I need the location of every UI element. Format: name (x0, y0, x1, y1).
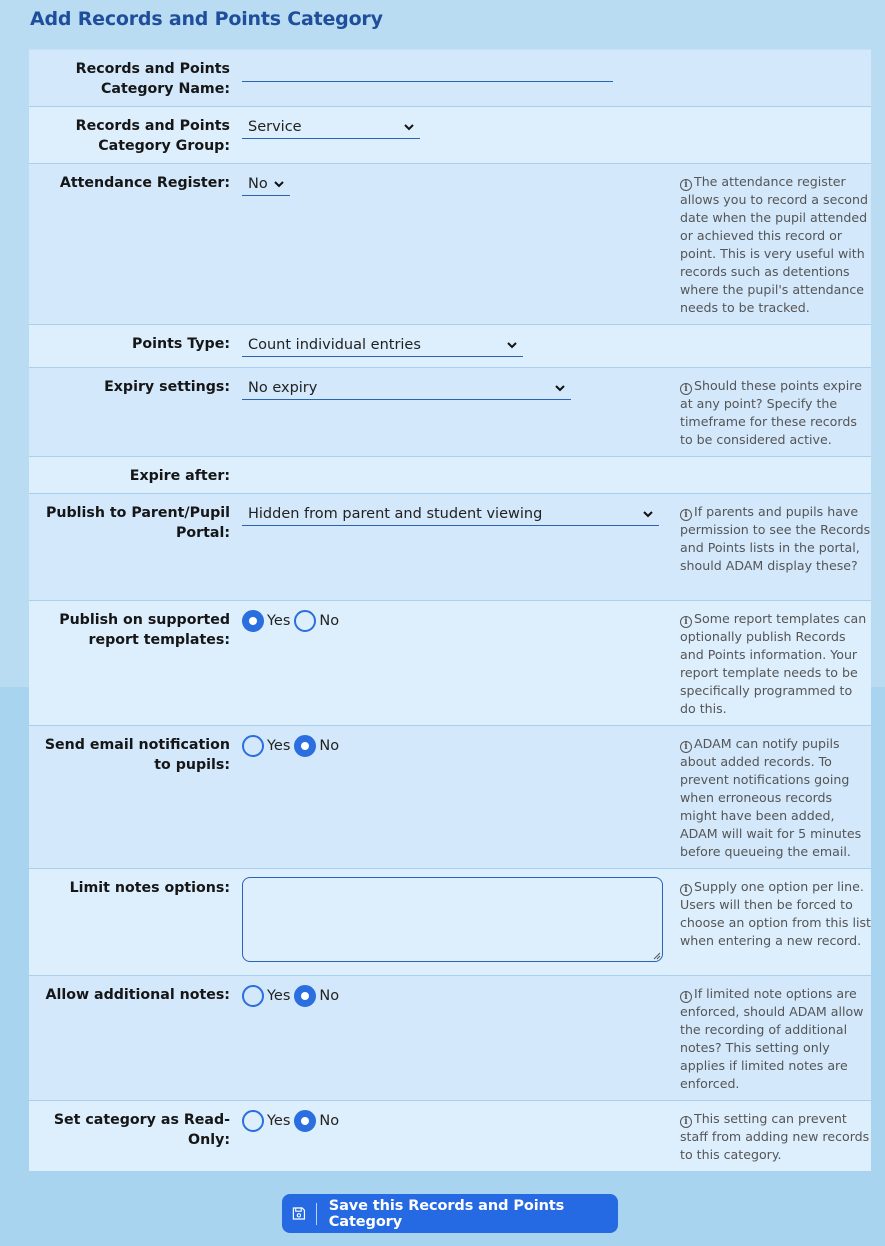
row-publish-portal (29, 493, 871, 600)
radio-no-checked[interactable] (294, 985, 316, 1007)
attendance-register-label: Attendance Register: (59, 175, 230, 191)
radio-no-checked[interactable] (294, 735, 316, 757)
publish-reports-yes[interactable]: Yes (242, 610, 290, 632)
row-email-notification (29, 725, 871, 868)
radio-yes-checked[interactable] (242, 610, 264, 632)
save-button-label: Save this Records and Points Category (328, 1197, 565, 1230)
additional-notes-radio-group (242, 985, 671, 1007)
info-circle-icon: i (680, 1116, 692, 1128)
category-group-value: Service (248, 119, 302, 135)
category-group-label: Records and Points Category Group: (75, 118, 230, 154)
email-notification-radio-group (242, 735, 671, 757)
category-form (29, 49, 871, 1171)
additional-notes-no[interactable]: No (294, 985, 339, 1007)
info-circle-icon: i (680, 509, 692, 521)
points-type-value: Count individual entries (248, 337, 421, 353)
info-circle-icon: i (680, 616, 692, 628)
row-attendance-register (29, 163, 871, 324)
email-notification-help: i ADAM can notify pupils about added records. To prevent notifications going when erroneous records might have been added, ADAM will wait for 5 minutes before queueing the email. (680, 736, 862, 859)
publish-reports-label: Publish on supported report templates: (59, 612, 230, 648)
category-group-select[interactable] (242, 116, 420, 139)
radio-no-checked[interactable] (294, 1110, 316, 1132)
info-circle-icon: i (680, 383, 692, 395)
attendance-register-value: No (248, 176, 268, 192)
row-expiry-settings (29, 367, 871, 456)
expire-after-label: Expire after: (129, 468, 230, 484)
attendance-register-select[interactable] (242, 173, 290, 196)
info-circle-icon: i (680, 991, 692, 1003)
publish-reports-radio-group (242, 610, 671, 632)
points-type-label: Points Type: (132, 336, 230, 352)
limit-notes-label: Limit notes options: (69, 880, 230, 896)
read-only-help: i This setting can prevent staff from adding new records to this category. (680, 1111, 870, 1162)
resize-grip-icon[interactable] (653, 952, 661, 960)
floppy-disk-icon (292, 1206, 306, 1221)
radio-yes[interactable] (242, 1110, 264, 1132)
row-additional-notes (29, 975, 871, 1100)
publish-portal-value: Hidden from parent and student viewing (248, 506, 543, 522)
additional-notes-help: i If limited note options are enforced, should ADAM allow the recording of additional notes? This setting only applies if limited notes are enforced. (680, 986, 864, 1091)
button-divider (316, 1203, 317, 1225)
row-expire-after (29, 456, 871, 493)
publish-portal-help: i If parents and pupils have permission to see the Records and Points lists in the portal, should ADAM display these? (680, 504, 871, 573)
additional-notes-label: Allow additional notes: (45, 987, 230, 1003)
category-name-input[interactable] (242, 58, 613, 82)
chevron-down-icon (272, 177, 286, 191)
attendance-register-help: i The attendance register allows you to record a second date when the pupil attended or achieved this record or point. This is very useful with records such as detentions where the pupil's attendance needs to be tracked. (680, 174, 868, 315)
email-notification-yes[interactable]: Yes (242, 735, 290, 757)
expiry-settings-help: i Should these points expire at any point? Specify the timeframe for these records to be considered active. (680, 378, 862, 447)
radio-yes[interactable] (242, 735, 264, 757)
info-circle-icon: i (680, 884, 692, 896)
row-read-only (29, 1100, 871, 1171)
row-category-group (29, 106, 871, 163)
info-circle-icon: i (680, 179, 692, 191)
chevron-down-icon (553, 381, 567, 395)
publish-reports-help: i Some report templates can optionally publish Records and Points information. Your report template needs to be specifically programmed to do this. (680, 611, 867, 716)
row-category-name (29, 49, 871, 106)
publish-reports-no[interactable]: No (294, 610, 339, 632)
publish-portal-select[interactable] (242, 503, 659, 526)
radio-no[interactable] (294, 610, 316, 632)
read-only-no[interactable]: No (294, 1110, 339, 1132)
info-circle-icon: i (680, 741, 692, 753)
read-only-yes[interactable]: Yes (242, 1110, 290, 1132)
publish-portal-label: Publish to Parent/Pupil Portal: (46, 505, 230, 541)
save-category-button[interactable] (282, 1194, 618, 1233)
points-type-select[interactable] (242, 334, 523, 357)
chevron-down-icon (402, 120, 416, 134)
expiry-settings-select[interactable] (242, 377, 571, 400)
limit-notes-textarea[interactable] (242, 877, 663, 962)
chevron-down-icon (641, 507, 655, 521)
email-notification-no[interactable]: No (294, 735, 339, 757)
row-points-type (29, 324, 871, 367)
limit-notes-help: i Supply one option per line. Users will then be forced to choose an option from this list when entering a new record. (680, 879, 871, 948)
read-only-radio-group (242, 1110, 671, 1132)
read-only-label: Set category as Read-Only: (53, 1112, 230, 1148)
row-limit-notes (29, 868, 871, 975)
page-title: Add Records and Points Category (30, 8, 383, 30)
email-notification-label: Send email notification to pupils: (44, 737, 230, 773)
expiry-settings-value: No expiry (248, 380, 318, 396)
category-name-label: Records and Points Category Name: (75, 61, 230, 97)
expiry-settings-label: Expiry settings: (104, 379, 230, 395)
chevron-down-icon (505, 338, 519, 352)
radio-yes[interactable] (242, 985, 264, 1007)
row-publish-reports (29, 600, 871, 725)
additional-notes-yes[interactable]: Yes (242, 985, 290, 1007)
